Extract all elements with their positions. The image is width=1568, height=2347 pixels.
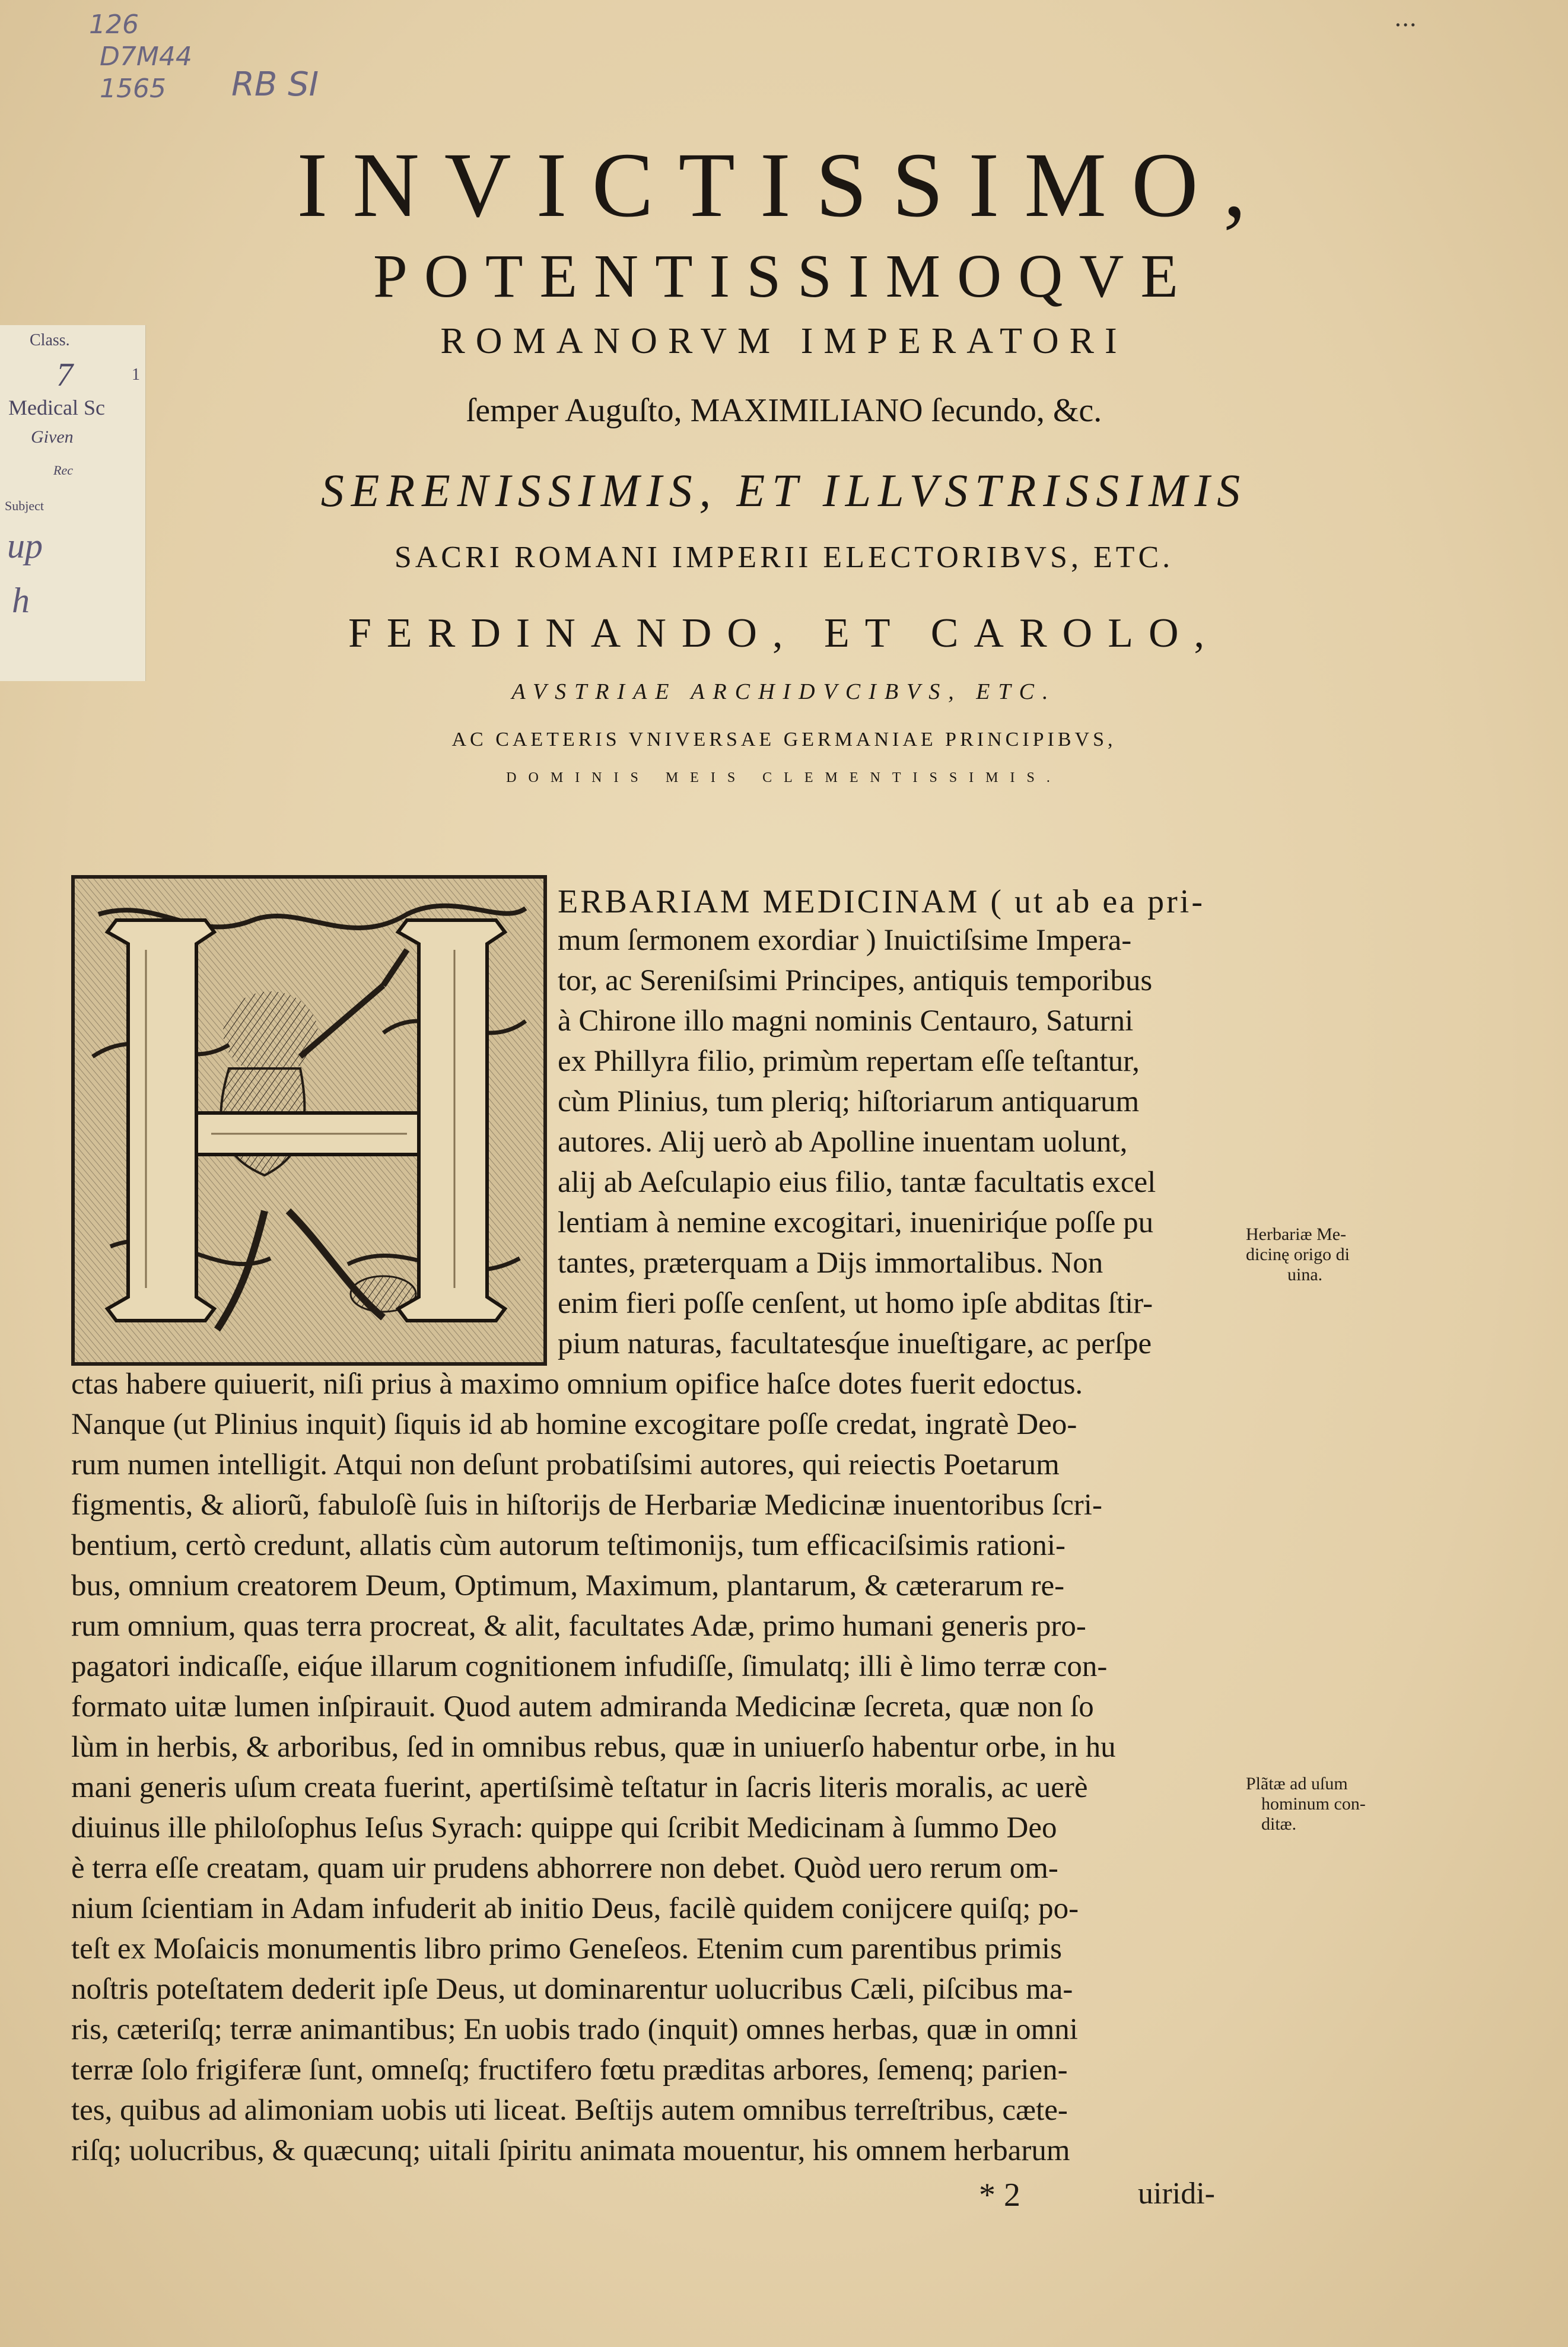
body-line: tes, quibus ad alimoniam uobis uti liceat. Beſtijs autem omnibus terreſtribus, cæte-	[71, 2094, 1068, 2127]
body-line: formato uitæ lumen inſpirauit. Quod autem admiranda Medicinæ ſecreta, quæ non ſo	[71, 1690, 1094, 1723]
body-line: mani generis uſum creata fuerint, apertiſsimè teſtatur in ſacris literis moralis, ac uerè	[71, 1771, 1088, 1804]
heading-line-6: SACRI ROMANI IMPERII ELECTORIBVS, ETC.	[394, 540, 1174, 574]
catchword: uiridi-	[1138, 2177, 1215, 2211]
body-line: tor, ac Sereniſsimi Principes, antiquis temporibus	[558, 964, 1153, 997]
body-line: à Chirone illo magni nominis Centauro, Saturni	[558, 1004, 1134, 1038]
body-line: nium ſcientiam in Adam infuderit ab initio Deus, facilè quidem conijcere quiſq; po-	[71, 1892, 1079, 1925]
heading-line-10: DOMINIS MEIS CLEMENTISSIMIS.	[506, 770, 1062, 785]
margin-note-plants	[1246, 1774, 1412, 1834]
heading-line-9: AC CAETERIS VNIVERSAE GERMANIAE PRINCIPIBVS,	[451, 729, 1117, 750]
signature-mark: * 2	[979, 2177, 1020, 2214]
body-line: bentium, certò credunt, allatis cùm autorum teſtimonijs, tum efficaciſsimis rationi-	[71, 1529, 1066, 1562]
body-line: enim fieri poſſe cenſent, ut homo ipſe abditas ſtir-	[558, 1287, 1153, 1320]
given-stamp: Given	[31, 427, 74, 447]
handwritten-note-1: up	[7, 526, 43, 565]
body-line: pagatori indicaſſe, eiq́ue illarum cognitionem infudiſſe, ſimulatq; illi è limo terræ con-	[71, 1650, 1108, 1683]
body-line: diuinus ille philoſophus Ieſus Syrach: quippe qui ſcribit Medicinam à ſummo Deo	[71, 1811, 1057, 1844]
margin-note-line: Herbariæ Me-	[1246, 1225, 1347, 1244]
collection-mark: RB SI	[231, 65, 319, 104]
class-label: Class.	[30, 331, 70, 349]
body-line: rum omnium, quas terra procreat, & alit, facultates Adæ, primo humani generis pro-	[71, 1610, 1086, 1643]
class-suffix: 1	[132, 365, 140, 384]
body-line: teſt ex Moſaicis monumentis libro primo Geneſeos. Etenim cum parentibus primis	[71, 1932, 1062, 1966]
body-line: mum ſermonem exordiar ) Inuictiſsime Impera-	[558, 924, 1132, 957]
body-line: lùm in herbis, & arboribus, ſed in omnibus rebus, quæ in uniuerſo habentur orbe, in hu	[71, 1731, 1116, 1764]
woodcut-initial	[71, 875, 547, 1366]
margin-note-line: Plãtæ ad uſum	[1246, 1774, 1348, 1793]
body-line: riſq; uolucribus, & quæcunq; uitali ſpiritu animata mouentur, his omnem herbarum	[71, 2134, 1070, 2167]
class-number: 7	[56, 357, 73, 393]
body-line: autores. Alij uerò ab Apolline inuentam uolunt,	[558, 1125, 1128, 1159]
body-line: figmentis, & aliorũ, fabuloſè ſuis in hiſtorijs de Herbariæ Medicinæ inuentoribus ſcri-	[71, 1489, 1102, 1522]
body-line: noſtris poteſtatem dederit ipſe Deus, ut dominarentur uolucribus Cæli, piſcibus ma-	[71, 1973, 1073, 2006]
body-line: bus, omnium creatorem Deum, Optimum, Maximum, plantarum, & cæterarum re-	[71, 1569, 1065, 1602]
body-line: tantes, præterquam a Dijs immortalibus. Non	[558, 1246, 1103, 1280]
heading-line-2: POTENTISSIMOQVE	[373, 242, 1195, 310]
heading-line-7: FERDINANDO, ET CAROLO,	[348, 610, 1220, 656]
margin-note-line: dicinę origo di	[1246, 1245, 1350, 1264]
body-line: cùm Plinius, tum pleriq; hiſtoriarum antiquarum	[558, 1085, 1140, 1118]
margin-note-line: uina.	[1287, 1265, 1323, 1284]
subject-label-stamp: Subject	[5, 498, 44, 513]
margin-note-origin	[1246, 1225, 1412, 1285]
body-line: ex Phillyra filio, primùm repertam eſſe teſtantur,	[558, 1045, 1140, 1078]
shelf-mark-line-2: D7M44	[100, 42, 192, 72]
woodcut-illustration	[75, 879, 543, 1362]
shelf-mark-line-3: 1565	[100, 74, 166, 104]
body-line: rum numen intelligit. Atqui non deſunt probatiſsimi autores, qui reiectis Poetarum	[71, 1448, 1060, 1481]
recorded-stamp: Rec	[53, 463, 73, 478]
body-line: è terra eſſe creatam, quam uir prudens abhorrere non debet. Quòd uero rerum om-	[71, 1852, 1058, 1885]
body-line: Nanque (ut Plinius inquit) ſiquis id ab homine excogitare poſſe credat, ingratè Deo-	[71, 1408, 1077, 1441]
handwritten-note-2: h	[12, 581, 30, 620]
margin-note-line: ditæ.	[1261, 1814, 1297, 1834]
body-line: terræ ſolo frigiferæ ſunt, omneſq; fructifero fœtu præditas arbores, ſemenq; parien-	[71, 2053, 1068, 2087]
body-line: ctas habere quiuerit, niſi prius à maximo omnium opifice haſce dotes fuerit edoctus.	[71, 1368, 1083, 1401]
heading-line-5: SERENISSIMIS, ET ILLVSTRISSIMIS	[320, 465, 1248, 516]
subject-stamp: Medical Sc	[8, 396, 105, 419]
corner-marks: ...	[1394, 5, 1417, 32]
shelf-mark-line-1: 126	[89, 9, 139, 40]
heading-line-8: AVSTRIAE ARCHIDVCIBVS, ETC.	[511, 679, 1057, 704]
heading-line-4: ſemper Auguſto, MAXIMILIANO ſecundo, &c.	[466, 392, 1102, 429]
body-line: alij ab Aeſculapio eius filio, tantæ facultatis excel	[558, 1166, 1156, 1199]
body-line: ERBARIAM MEDICINAM ( ut ab ea pri-	[558, 883, 1205, 920]
body-line: lentiam à nemine excogitari, inueniriq́ue poſſe pu	[558, 1206, 1154, 1239]
heading-line-3: ROMANORVM IMPERATORI	[440, 321, 1128, 361]
margin-note-line: hominum con-	[1261, 1794, 1366, 1814]
heading-line-1: INVICTISSIMO,	[297, 133, 1271, 236]
body-line: pium naturas, facultatesq́ue inueſtigare, ac perſpe	[558, 1327, 1152, 1360]
body-line: ris, cæteriſq; terræ animantibus; En uobis trado (inquit) omnes herbas, quæ in omni	[71, 2013, 1078, 2046]
